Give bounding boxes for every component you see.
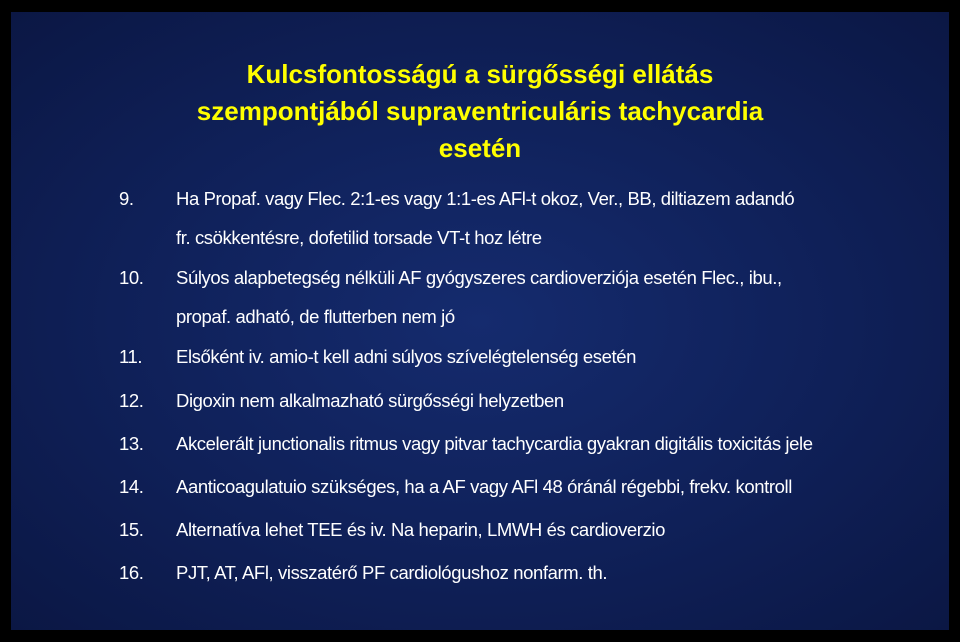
item-text: propaf. adható, de flutterben nem jó xyxy=(176,306,455,327)
slide-title xyxy=(0,56,960,167)
item-number: 9. xyxy=(119,188,134,209)
title-line-3: esetén xyxy=(438,133,522,163)
item-text: fr. csökkentésre, dofetilid torsade VT-t hoz létre xyxy=(176,227,542,248)
title-line-2: szempontjából supraventriculáris tachycardia xyxy=(196,96,764,126)
item-number: 13. xyxy=(119,433,144,454)
item-number: 16. xyxy=(119,562,144,583)
item-text: Alternatíva lehet TEE és iv. Na heparin, LMWH és cardioverzio xyxy=(176,519,666,540)
item-number: 10. xyxy=(119,267,144,288)
item-text-part: cardiológushoz xyxy=(389,562,514,583)
item-text-part: PJT, AT, AFl, visszatérő PF xyxy=(176,562,390,583)
item-text: Ha Propaf. vagy Flec. 2:1-es vagy 1:1-es AFl-t okoz, Ver., BB, diltiazem adandó xyxy=(176,188,795,209)
item-number: 14. xyxy=(119,476,144,497)
item-text: Aanticoagulatuio szükséges, ha a AF vagy AFl 48 óránál régebbi, frekv. kontroll xyxy=(176,476,792,497)
title-line-1: Kulcsfontosságú a sürgősségi ellátás xyxy=(246,59,714,89)
item-number: 15. xyxy=(119,519,144,540)
item-number: 11. xyxy=(119,346,143,367)
item-text xyxy=(176,562,607,584)
item-text: Akcelerált junctionalis ritmus vagy pitvar tachycardia gyakran digitális toxicitás jele xyxy=(176,433,813,454)
item-number: 12. xyxy=(119,390,144,411)
item-text: Súlyos alapbetegség nélküli AF gyógyszeres cardioverziója esetén Flec., ibu., xyxy=(176,267,782,288)
item-text: Elsőként iv. amio-t kell adni súlyos szívelégtelenség esetén xyxy=(176,346,636,367)
item-text: Digoxin nem alkalmazható sürgősségi helyzetben xyxy=(176,390,564,411)
item-text-part: nonfarm. th. xyxy=(513,562,608,583)
